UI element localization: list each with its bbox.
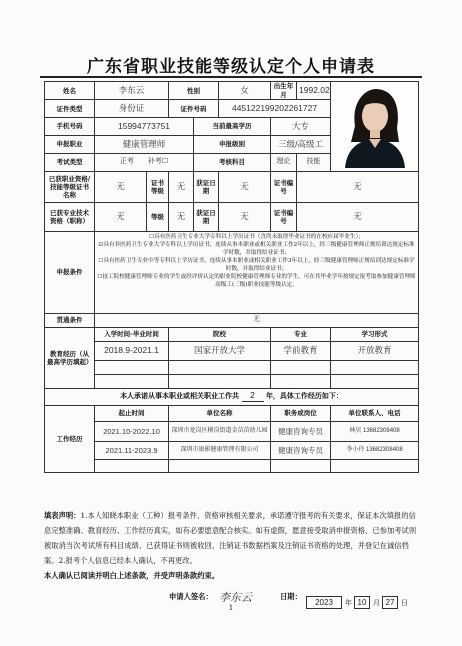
condition-item[interactable]: ☐具有医药卫生专业大学专科以上学历证书（含尚未取得毕业证书的在校应届毕业生）； [149,233,364,240]
work-header-period: 起止时间 [95,405,169,421]
issue-date-label: 获证日期 [194,171,219,202]
level-value: 三级/高级工 [271,135,331,153]
work-row-contact: 李小玲 13682308408 [331,441,419,459]
work-row-empty [271,459,331,472]
month-box[interactable]: 10 [354,596,370,609]
edu-row-empty [271,360,331,374]
condition-item[interactable]: ☐技工院校健康管理师专业的学生或经评价认定的职业院校健康管理师专业的学生，可在其毕业学年按规定报考取参加健康管理师高级工(三级)职业技能等级认定。 [97,274,416,289]
promise-suffix: 年，具体工作经历如下： [265,391,343,401]
edu-row-empty [169,374,271,388]
title-no-value: 无 [297,202,419,231]
edu-header-school: 院校 [169,327,271,341]
work-row-unit: 深圳市龙岗区横岗街道金苗苗幼儿园 [169,421,271,441]
exam-type-label: 考试类型 [45,153,95,171]
cert-level-value: 无 [169,171,194,202]
title-rule [40,76,422,78]
work-row-post: 健康咨询专员 [271,441,331,459]
title-held-label: 已获专业技术资格（职称） [45,202,95,231]
signature-label: 申请人签名： [169,592,213,601]
cert-level-label: 证书等级 [147,171,169,202]
work-header-post: 职务或岗位 [271,405,331,421]
review-label: 贯通条件 [45,313,95,327]
education-value: 大专 [271,118,331,136]
exam-normal-option[interactable]: 正考 [119,157,134,165]
title-no-label: 证书编号 [271,202,297,231]
occupation-label: 申报职业 [45,135,95,153]
gender-value: 女 [219,82,271,100]
condition-item[interactable]: ☐具有医药卫生专业中等专科以上学历证书，连续从事本职业或相关职业工作3年以上，经三级健康管理师正规培训达规定标准学时数，并取得结业证书； [98,258,415,273]
edu-header-major: 专业 [271,327,331,341]
name-value: 李东云 [95,82,169,100]
edu-row-empty [331,374,419,388]
edu-header-period: 入学时间-毕业时间 [95,327,169,341]
page-number: 1 [228,604,234,612]
edu-row-empty [271,374,331,388]
confirm-statement: 本人确认已阅读并明白上述条款，并受声明条款约束。 [44,571,220,580]
work-row-empty [95,459,169,472]
name-label: 姓名 [45,82,95,100]
work-header-unit: 单位名称 [169,405,271,421]
edu-row-mode: 开放教育 [331,341,419,360]
birth-value: 1992.02 [297,82,331,100]
month-unit: 月 [373,599,380,607]
work-history-label: 工作经历 [45,405,95,472]
education-label: 当前最高学历 [194,118,271,136]
declaration [44,508,418,568]
level-label: 申报级别 [194,135,271,153]
condition-item[interactable]: ☑具有非医药卫生专业大学专科以上学历证书，连续从事本职业或相关职业工作2年以上，经三级健康管理师正规培训达规定标准学时数，并取得结业证书； [98,241,415,256]
id-type-value: 身份证 [95,100,169,118]
date-label: 日期： [280,592,302,601]
promise-years: 2 [242,391,264,402]
edu-row-major: 学前教育 [271,341,331,360]
work-row-unit: 深圳市康影健康管理有限公司 [169,441,271,459]
title-date-value: 无 [219,202,271,231]
subject-theory: 理论 [271,153,297,171]
work-header-contact: 单位联系人、电话 [331,405,419,421]
work-row-empty [331,459,419,472]
handwritten-signature: 李东云 [219,591,252,604]
year-unit: 年 [345,599,352,607]
work-row-period: 2021.11-2023.9 [95,441,169,459]
edu-row-school: 国家开放大学 [169,341,271,360]
edu-history-label: 教育经历（从最高学历填起） [45,327,95,388]
phone-value: 15994773751 [95,118,194,136]
edu-row-empty [95,360,169,374]
grade-label: 等级 [147,202,169,231]
application-table [44,81,419,473]
birth-label: 出生年月 [271,82,297,100]
cert-held-value: 无 [95,171,147,202]
applicant-photo [333,82,417,168]
phone-label: 手机号码 [45,118,95,136]
id-type-label: 证件类型 [45,100,95,118]
grade-value: 无 [169,202,194,231]
work-row-period: 2021.10-2022.10 [95,421,169,441]
gender-label: 性别 [169,82,219,100]
exam-subject-label: 考核科目 [194,153,271,171]
title-held-value: 无 [95,202,147,231]
id-no-label: 证件号码 [169,100,219,118]
work-row-empty [169,459,271,472]
edu-row-period: 2018.9-2021.1 [95,341,169,360]
photo-cell [331,82,419,172]
page-title: 广东省职业技能等级认定个人申请表 [87,57,375,77]
day-unit: 日 [401,599,408,607]
occupation-value: 健康管理师 [95,135,194,153]
work-row-contact: 林贝 13682308408 [331,421,419,441]
cert-no-value: 无 [297,171,419,202]
declaration-body: 1.本人知晓本职业（工种）报考条件、资格审核相关要求，承诺遵守报考的有关要求，保证本次填报的信息完整准确、教育经历、工作经历真实，如有必要愿意配合核实。如有虚假，愿意接受取消申报资格、已参加考试则被取消当次考试所有科目成绩、已获得证书则被收回、注销证书数据档案及注销证书资格的处理，并登记在诚信档案。2.报考个人信息已经本人确认，不再更改。 [44,511,417,565]
cert-no-label: 证书编号 [271,171,297,202]
work-row-post: 健康咨询专员 [271,421,331,441]
issue-date-value: 无 [219,171,271,202]
exam-type-options [95,153,194,171]
review-value: 无 [95,313,419,327]
title-date-label: 获证日期 [194,202,219,231]
year-box[interactable]: 2023 [306,596,342,609]
promise-line [45,388,419,405]
edu-row-empty [169,360,271,374]
day-box[interactable]: 27 [382,596,398,609]
edu-row-empty [95,374,169,388]
id-no-value: 445122199202261727 [219,100,331,118]
cert-held-label: 已获职业资格/技能等级证书名称 [45,171,95,202]
exam-retake-option[interactable]: 补考☐ [147,157,169,165]
edu-header-mode: 学习形式 [331,327,419,341]
conditions-list [95,231,419,313]
edu-row-empty [331,360,419,374]
declaration-heading: 填表声明： [44,511,81,520]
promise-prefix: 本人承诺从事本职业或相关职业工作共 [120,391,240,401]
conditions-label: 申报条件 [45,231,95,313]
subject-skill: 技能 [297,153,331,171]
